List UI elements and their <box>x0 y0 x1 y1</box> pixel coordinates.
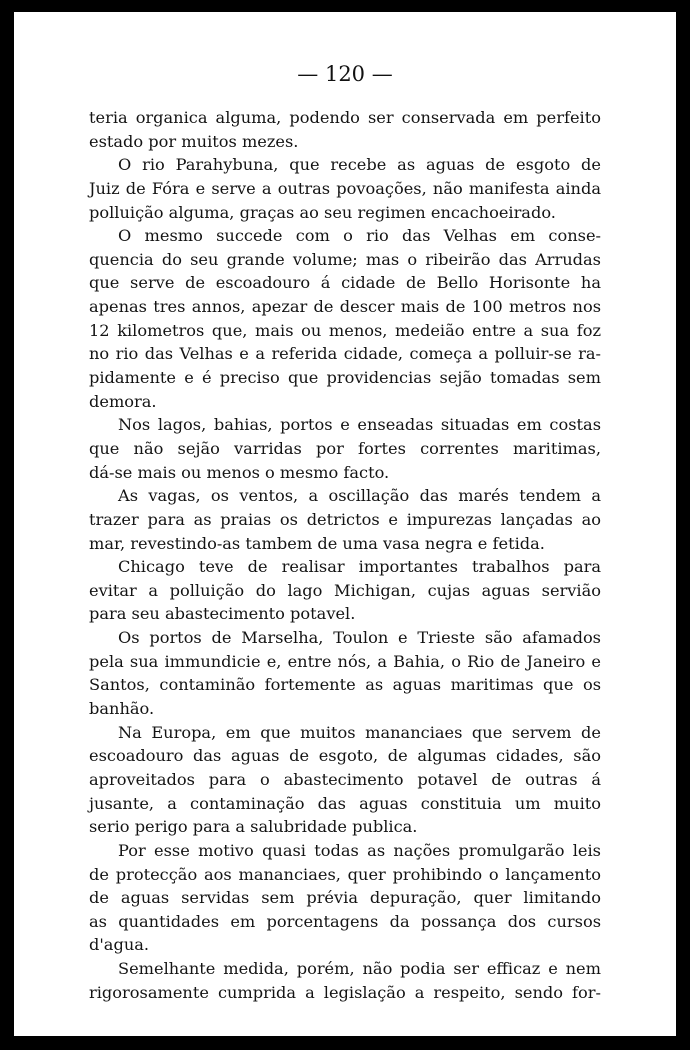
text-line: que não sejão varridas por fortes correntes maritimas, <box>89 438 601 458</box>
text-line: quencia do seu grande volume; mas o ribeirão das Arrudas <box>89 249 601 269</box>
text-line: Semelhante medida, porém, não podia ser efficaz e nem <box>118 959 601 979</box>
text-line: Santos, contaminão fortemente as aguas maritimas que os <box>89 675 601 695</box>
text-line: estado por muitos mezes. <box>89 131 299 151</box>
text-line: apenas tres annos, apezar de descer mais de 100 metros nos <box>89 297 601 317</box>
text-line: as quantidades em porcentagens da possança dos cursos <box>89 911 601 931</box>
body-text <box>89 106 601 1004</box>
text-line: pela sua immundicie e, entre nós, a Bahia, o Rio de Janeiro e <box>89 651 601 671</box>
text-line: trazer para as praias os detrictos e impurezas lançadas ao <box>89 509 601 529</box>
text-line: que serve de escoadouro á cidade de Bello Horisonte ha <box>89 273 601 293</box>
text-line: dá-se mais ou menos o mesmo facto. <box>89 462 390 482</box>
text-line: aproveitados para o abastecimento potavel de outras á <box>89 769 601 789</box>
text-line: jusante, a contaminação das aguas constituia um muito <box>89 793 601 813</box>
text-line: de aguas servidas sem prévia depuração, quer limitando <box>89 888 601 908</box>
text-line: pidamente e é preciso que providencias sejão tomadas sem <box>89 368 601 388</box>
text-line: O rio Parahybuna, que recebe as aguas de esgoto de <box>118 155 601 175</box>
text-line: evitar a polluição do lago Michigan, cujas aguas servião <box>89 580 601 600</box>
text-line: Chicago teve de realisar importantes trabalhos para <box>118 557 601 577</box>
text-line: d'agua. <box>89 935 150 955</box>
text-line: Os portos de Marselha, Toulon e Trieste são afamados <box>118 628 601 648</box>
text-line: Nos lagos, bahias, portos e enseadas situadas em costas <box>118 415 601 435</box>
text-line: banhão. <box>89 699 155 719</box>
text-line: no rio das Velhas e a referida cidade, começa a polluir-se ra- <box>89 344 601 364</box>
text-line: 12 kilometros que, mais ou menos, medeião entre a sua foz <box>89 320 601 340</box>
text-line: demora. <box>89 391 157 411</box>
text-line: para seu abastecimento potavel. <box>89 604 356 624</box>
text-line: Na Europa, em que muitos mananciaes que servem de <box>118 722 601 742</box>
text-line: polluição alguma, graças ao seu regimen encachoeirado. <box>89 202 556 222</box>
text-line: As vagas, os ventos, a oscillação das marés tendem a <box>118 486 601 506</box>
text-line: O mesmo succede com o rio das Velhas em conse- <box>118 226 601 246</box>
text-line: Juiz de Fóra e serve a outras povoações, não manifesta ainda <box>89 178 601 198</box>
book-page <box>14 12 676 1036</box>
text-line: serio perigo para a salubridade publica. <box>89 817 418 837</box>
text-line: de protecção aos mananciaes, quer prohibindo o lançamento <box>89 864 601 884</box>
text-line: mar, revestindo-as tambem de uma vasa negra e fetida. <box>89 533 545 553</box>
text-line: escoadouro das aguas de esgoto, de algumas cidades, são <box>89 746 601 766</box>
text-line: rigorosamente cumprida a legislação a respeito, sendo for- <box>89 982 601 1002</box>
page-number: — 120 — <box>297 62 393 86</box>
text-line: Por esse motivo quasi todas as nações promulgarão leis <box>118 840 601 860</box>
text-line: teria organica alguma, podendo ser conservada em perfeito <box>89 108 601 127</box>
